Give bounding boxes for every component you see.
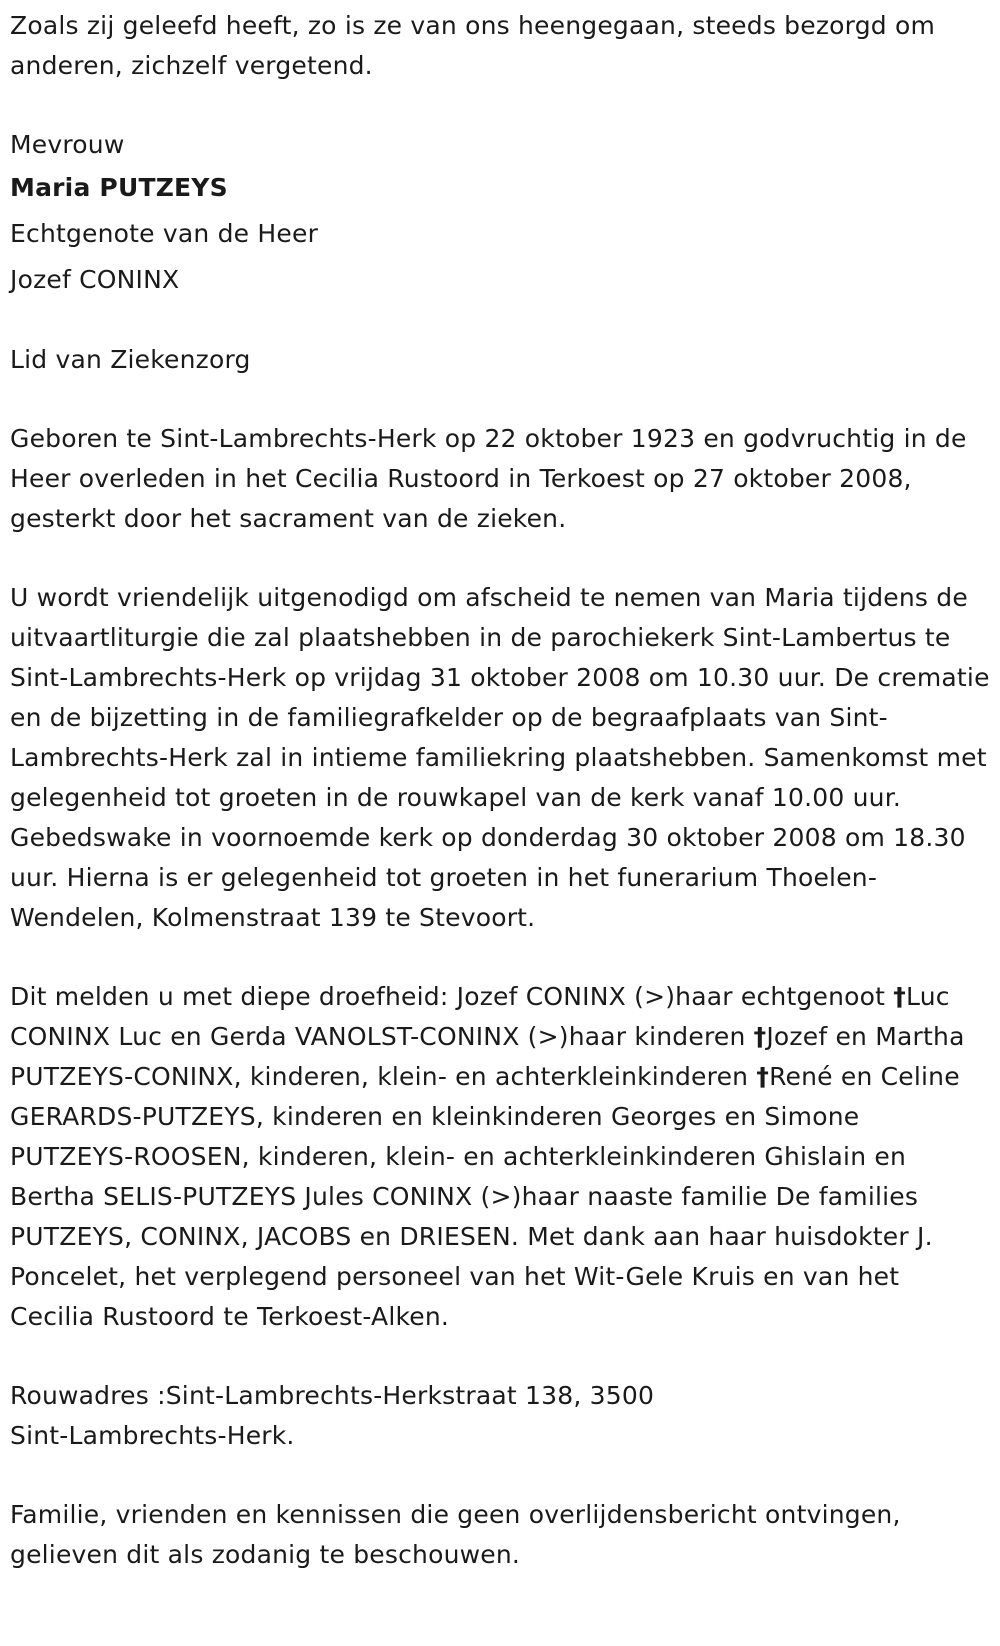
- spacer: [10, 86, 990, 125]
- announcement-part-2: Luc CONINX Luc en Gerda VANOLST-CONINX (>)haar kinderen: [10, 982, 950, 1051]
- cross-icon: †: [756, 1062, 770, 1091]
- announcement-part-4: René en Celine GERARDS-PUTZEYS, kinderen en kleinkinderen Georges en Simone PUTZEYS-ROOSEN, kinderen, klein- en achterkleinkinderen Ghislain en Bertha SELIS-PUTZEYS Jules CONINX (>)haar naaste familie De families PUTZEYS, CONINX, JACOBS en DRIESEN. Met dank aan haar huisdokter J. Poncelet, het verplegend personeel van het Wit-Gele Kruis en van het Cecilia Rustoord te Terkoest-Alken.: [10, 1062, 960, 1331]
- announcement-text: [10, 977, 990, 1337]
- birth-death-text: Geboren te Sint-Lambrechts-Herk op 22 oktober 1923 en godvruchtig in de Heer overleden in het Cecilia Rustoord in Terkoest op 27 oktober 2008, gesterkt door het sacrament van de zieken.: [10, 424, 967, 533]
- intro-text: Zoals zij geleefd heeft, zo is ze van ons heengegaan, steeds bezorgd om anderen, zichzelf vergetend.: [10, 11, 936, 80]
- spacer: [10, 1456, 990, 1495]
- spacer: [10, 1337, 990, 1376]
- spouse-name: Jozef CONINX: [10, 265, 180, 294]
- membership: Lid van Ziekenzorg: [10, 345, 251, 374]
- deceased-name: Maria PUTZEYS: [10, 173, 228, 202]
- address-line-1: Rouwadres :Sint-Lambrechts-Herkstraat 138, 3500: [10, 1381, 655, 1410]
- spouse-label: Echtgenote van de Heer: [10, 219, 319, 248]
- cross-icon: †: [753, 1022, 767, 1051]
- announcement-part-1: Dit melden u met diepe droefheid: Jozef CONINX (>)haar echtgenoot: [10, 982, 894, 1011]
- address-line-2: Sint-Lambrechts-Herk.: [10, 1421, 295, 1450]
- announcement-part-3: Jozef en Martha PUTZEYS-CONINX, kinderen, klein- en achterkleinkinderen: [10, 1022, 965, 1091]
- cross-icon: †: [893, 982, 906, 1011]
- spacer: [10, 938, 990, 977]
- spacer: [10, 303, 990, 340]
- spacer: [10, 539, 990, 578]
- closing-text: Familie, vrienden en kennissen die geen overlijdensbericht ontvingen, gelieven dit als zodanig te beschouwen.: [10, 1500, 901, 1569]
- invitation-text: U wordt vriendelijk uitgenodigd om afscheid te nemen van Maria tijdens de uitvaartliturgie die zal plaatshebben in de parochiekerk Sint-Lambertus te Sint-Lambrechts-Herk op vrijdag 31 oktober 2008 om 10.30 uur. De crematie en de bijzetting in de familiegrafkelder op de begraafplaats van Sint-Lambrechts-Herk zal in intieme familiekring plaatshebben. Samenkomst met gelegenheid tot groeten in de rouwkapel van de kerk vanaf 10.00 uur. Gebedswake in voornoemde kerk op donderdag 30 oktober 2008 om 18.30 uur. Hierna is er gelegenheid tot groeten in het funerarium Thoelen-Wendelen, Kolmenstraat 139 te Stevoort.: [10, 583, 990, 932]
- salutation: Mevrouw: [10, 130, 125, 159]
- spacer: [10, 380, 990, 419]
